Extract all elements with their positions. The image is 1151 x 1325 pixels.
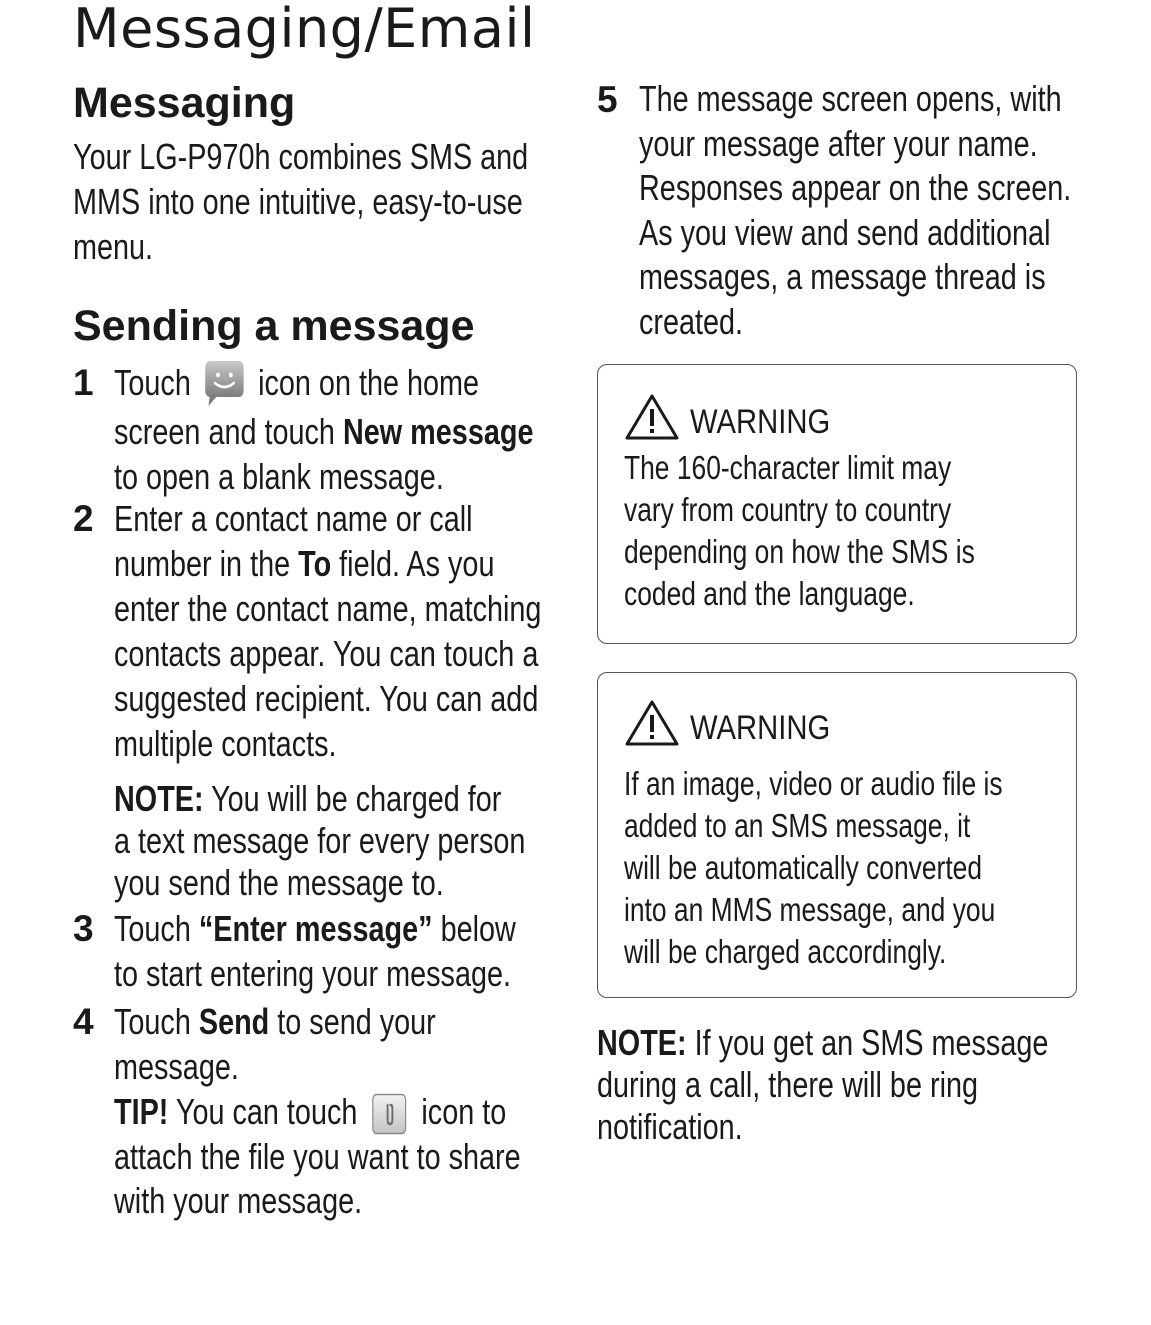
- note-charged: [114, 778, 554, 904]
- step-number: 2: [73, 498, 94, 539]
- step-text: Responses appear on the screen.: [639, 167, 1072, 208]
- warning-title: WARNING: [690, 402, 831, 441]
- tip: [114, 1090, 554, 1223]
- step-text: Touch: [114, 362, 191, 403]
- messaging-intro: [73, 134, 543, 269]
- step-3: [114, 906, 554, 996]
- step-4: [114, 999, 554, 1089]
- step-text: to send your: [269, 1001, 436, 1042]
- warning-line: depending on how the SMS is: [624, 533, 975, 570]
- step-text: multiple contacts.: [114, 723, 337, 764]
- step-bold: To: [298, 543, 332, 584]
- warning-title: WARNING: [690, 708, 831, 747]
- step-text: As you view and send additional: [639, 211, 1051, 253]
- intro-line: MMS into one intuitive, easy-to-use: [73, 181, 523, 222]
- note-text: notification.: [597, 1106, 743, 1147]
- intro-line: Your LG-P970h combines SMS and: [73, 136, 529, 177]
- note-text: You will be charged for: [203, 778, 502, 819]
- note-text: If you get an SMS message: [686, 1022, 1049, 1063]
- tip-label: TIP!: [114, 1091, 169, 1132]
- sending-heading: Sending a message: [73, 302, 475, 350]
- warning-header: [624, 699, 853, 756]
- step-text: contacts appear. You can touch a: [114, 633, 539, 674]
- step-text: Enter a contact name or call: [114, 498, 473, 539]
- note-text: a text message for every person: [114, 820, 526, 861]
- step-bold: New message: [342, 411, 534, 453]
- step-number: 1: [73, 362, 94, 403]
- tip-text: You can touch: [168, 1091, 358, 1132]
- warning-text: [624, 763, 1144, 973]
- step-text: your message after your name.: [639, 122, 1038, 164]
- step-text: icon on the home: [258, 362, 480, 403]
- tip-text: attach the file you want to share: [114, 1136, 521, 1178]
- warning-line: into an MMS message, and you: [624, 891, 996, 928]
- step-number: 5: [597, 79, 618, 120]
- step-text: below: [432, 908, 516, 949]
- step-text: Touch: [114, 1001, 199, 1042]
- warning-box: [597, 364, 1077, 644]
- note-text: during a call, there will be ring: [597, 1064, 978, 1105]
- attach-clip-icon: [372, 1093, 407, 1135]
- warning-line: will be charged accordingly.: [624, 933, 947, 970]
- step-text: enter the contact name, matching: [114, 588, 542, 629]
- step-text: The message screen opens, with: [639, 78, 1062, 119]
- messaging-app-icon: [204, 359, 246, 407]
- intro-line: menu.: [73, 226, 154, 267]
- step-text: to start entering your message.: [114, 953, 511, 994]
- step-text: Touch: [114, 908, 199, 949]
- warning-line: coded and the language.: [624, 575, 915, 612]
- step-2: [114, 496, 554, 766]
- step-number: 3: [73, 908, 94, 949]
- step-text: suggested recipient. You can add: [114, 678, 539, 719]
- step-text: number in the: [114, 543, 299, 584]
- tip-text: icon to: [421, 1091, 507, 1132]
- warning-text: [624, 447, 1144, 615]
- warning-line: added to an SMS message, it: [624, 807, 971, 844]
- warning-line: vary from country to country: [624, 491, 952, 528]
- step-text: to open a blank message.: [114, 456, 444, 498]
- warning-header: [624, 393, 853, 450]
- warning-line: The 160-character limit may: [624, 449, 952, 486]
- step-1: [114, 360, 554, 499]
- step-number: 4: [73, 1001, 94, 1042]
- step-text: screen and touch: [114, 411, 343, 453]
- warning-triangle-icon: [624, 393, 680, 450]
- step-5: [639, 77, 1099, 344]
- step-text: message.: [114, 1046, 239, 1087]
- step-bold: Send: [198, 1001, 270, 1042]
- warning-triangle-icon: [624, 699, 680, 756]
- tip-text: with your message.: [114, 1180, 363, 1222]
- page-title: Messaging/Email: [73, 0, 536, 60]
- note-ring: [597, 1022, 1097, 1148]
- step-text: field. As you: [331, 543, 495, 584]
- note-label: NOTE:: [114, 778, 204, 819]
- warning-line: If an image, video or audio file is: [624, 765, 1003, 802]
- messaging-heading: Messaging: [73, 79, 296, 127]
- note-text: you send the message to.: [114, 862, 444, 903]
- warning-line: will be automatically converted: [624, 849, 983, 886]
- warning-box: [597, 672, 1077, 998]
- note-label: NOTE:: [597, 1022, 687, 1063]
- step-text: messages, a message thread is: [639, 256, 1046, 297]
- step-bold: “Enter message”: [198, 908, 433, 949]
- step-text: created.: [639, 300, 744, 342]
